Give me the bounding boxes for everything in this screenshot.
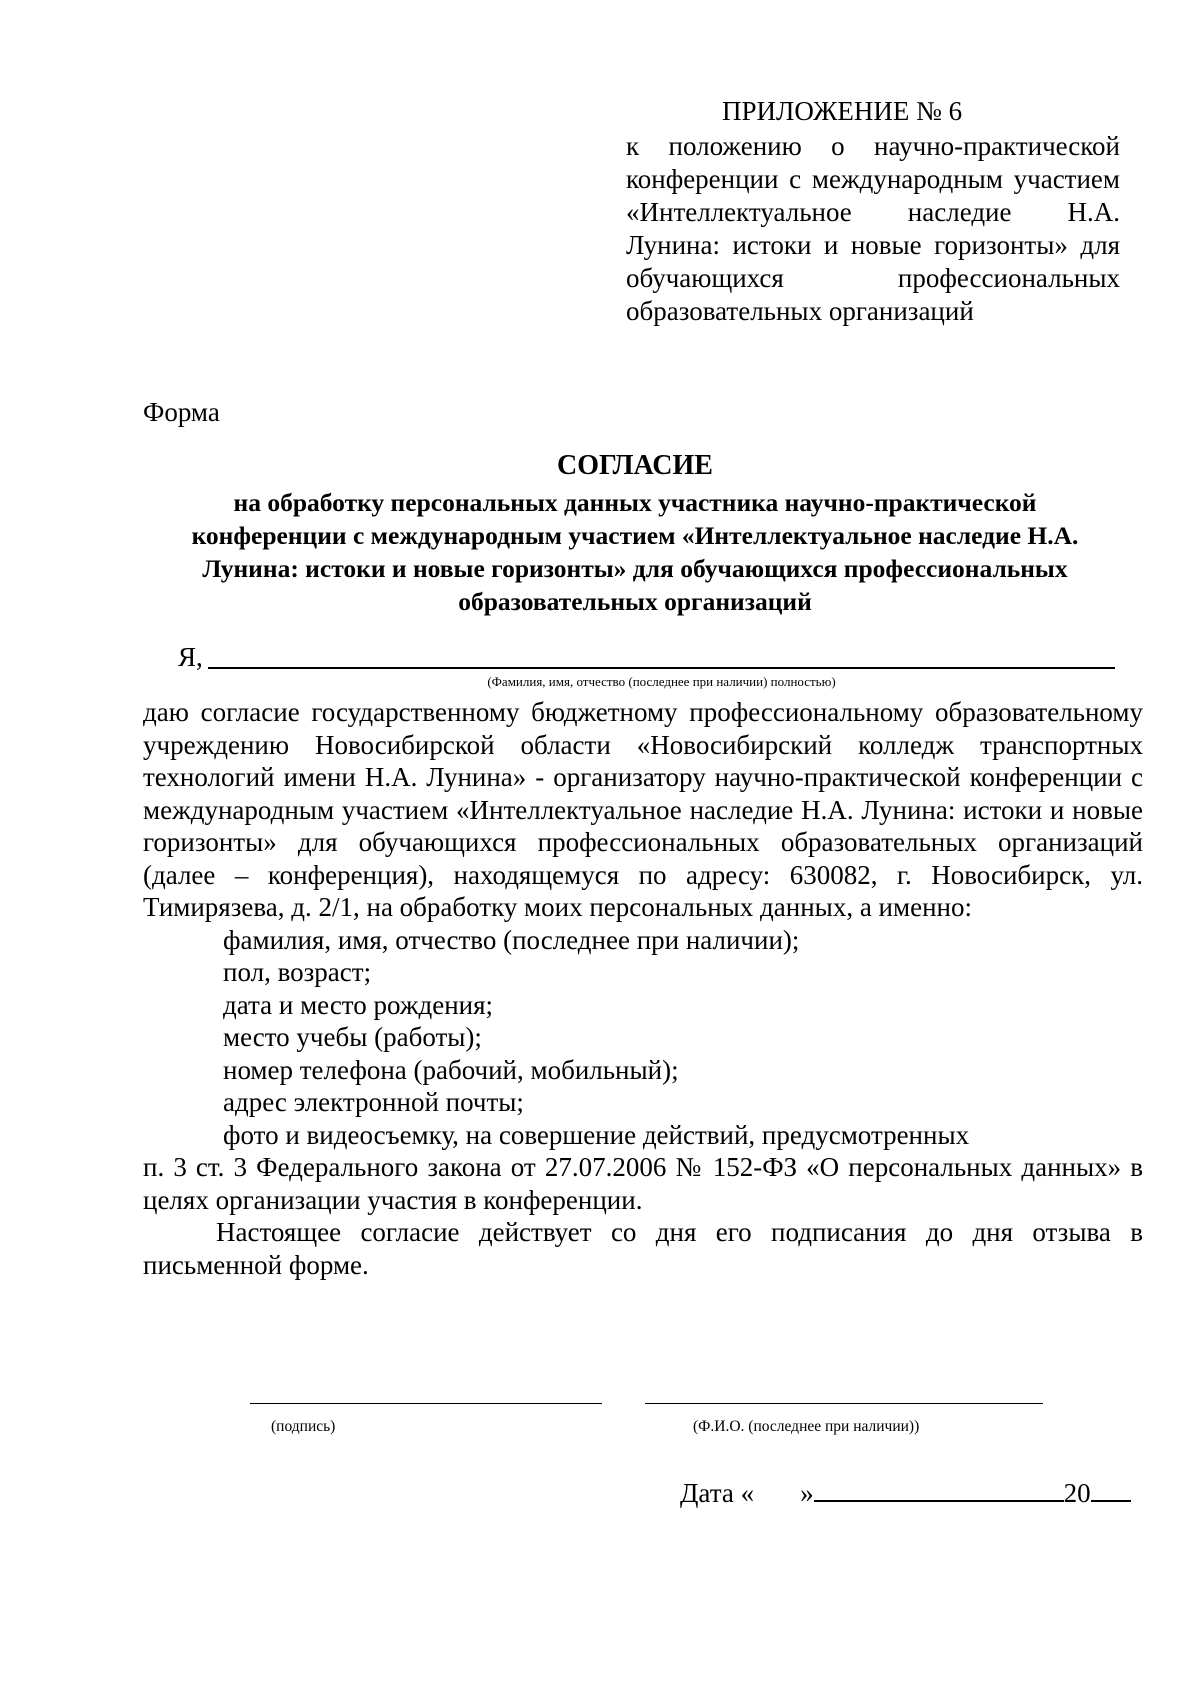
appendix-title: ПРИЛОЖЕНИЕ № 6 <box>722 96 963 126</box>
date-month-line[interactable] <box>814 1499 1064 1502</box>
document-subtitle: на обработку персональных данных участника научно-практической конференции с международным участием «Интеллектуальное наследие Н.А. Лунина: истоки и новые горизонты» для обучающихся профессиональных образовательных организаций <box>191 488 1079 616</box>
list-item: фото и видеосъемку, на совершение действий, предусмотренных <box>223 1119 970 1150</box>
date-close-quote: » <box>800 1478 814 1508</box>
date-label: Дата « <box>680 1478 755 1508</box>
list-item: дата и место рождения; <box>223 989 494 1020</box>
name-fill-line[interactable] <box>208 667 1115 669</box>
list-item: пол, возраст; <box>223 957 372 987</box>
list-item: место учебы (работы); <box>223 1022 482 1052</box>
form-label: Форма <box>143 397 220 427</box>
name-prefix: Я, <box>178 642 203 672</box>
fio-caption: (Ф.И.О. (последнее при наличии)) <box>693 1418 920 1435</box>
document-title: СОГЛАСИЕ <box>557 450 713 481</box>
validity-paragraph: Настоящее согласие действует со дня его подписания до дня отзыва в письменной форме. <box>143 1217 1143 1280</box>
list-item: фамилия, имя, отчество (последнее при наличии); <box>223 924 800 955</box>
signature-caption: (подпись) <box>271 1418 336 1435</box>
law-reference: п. 3 ст. 3 Федерального закона от 27.07.2006 № 152-ФЗ «О персональных данных» в целях организации участия в конференции. <box>143 1152 1143 1215</box>
list-item: адрес электронной почты; <box>223 1087 524 1117</box>
date-row <box>680 1476 1131 1510</box>
date-year-line[interactable] <box>1091 1499 1131 1502</box>
consent-paragraph: даю согласие государственному бюджетному профессиональному образовательному учреждению Новосибирской области «Новосибирский колледж транспортных технологий имени Н.А. Лунина» - организатору научно-практической конференции с международным участием «Интеллектуальное наследие Н.А. Лунина: истоки и новые горизонты» для обучающихся профессиональных образовательных организаций (далее – конференция), находящемуся по адресу: 630082, г. Новосибирск, ул. Тимирязева, д. 2/1, на обработку моих персональных данных, а именно: <box>143 697 1143 922</box>
name-caption: (Фамилия, имя, отчество (последнее при наличии) полностью) <box>487 674 836 689</box>
signature-fill-line[interactable] <box>250 1403 602 1404</box>
fio-fill-line[interactable] <box>645 1403 1043 1404</box>
personal-data-list <box>143 924 1143 1152</box>
appendix-text: к положению о научно-практической конференции с международным участием «Интеллектуальное наследие Н.А. Лунина: истоки и новые горизонты» для обучающихся профессиональных образовательных организаций <box>626 131 1120 326</box>
list-item: номер телефона (рабочий, мобильный); <box>223 1054 679 1085</box>
date-year-prefix: 20 <box>1063 1478 1091 1508</box>
consent-body <box>143 696 1143 1281</box>
